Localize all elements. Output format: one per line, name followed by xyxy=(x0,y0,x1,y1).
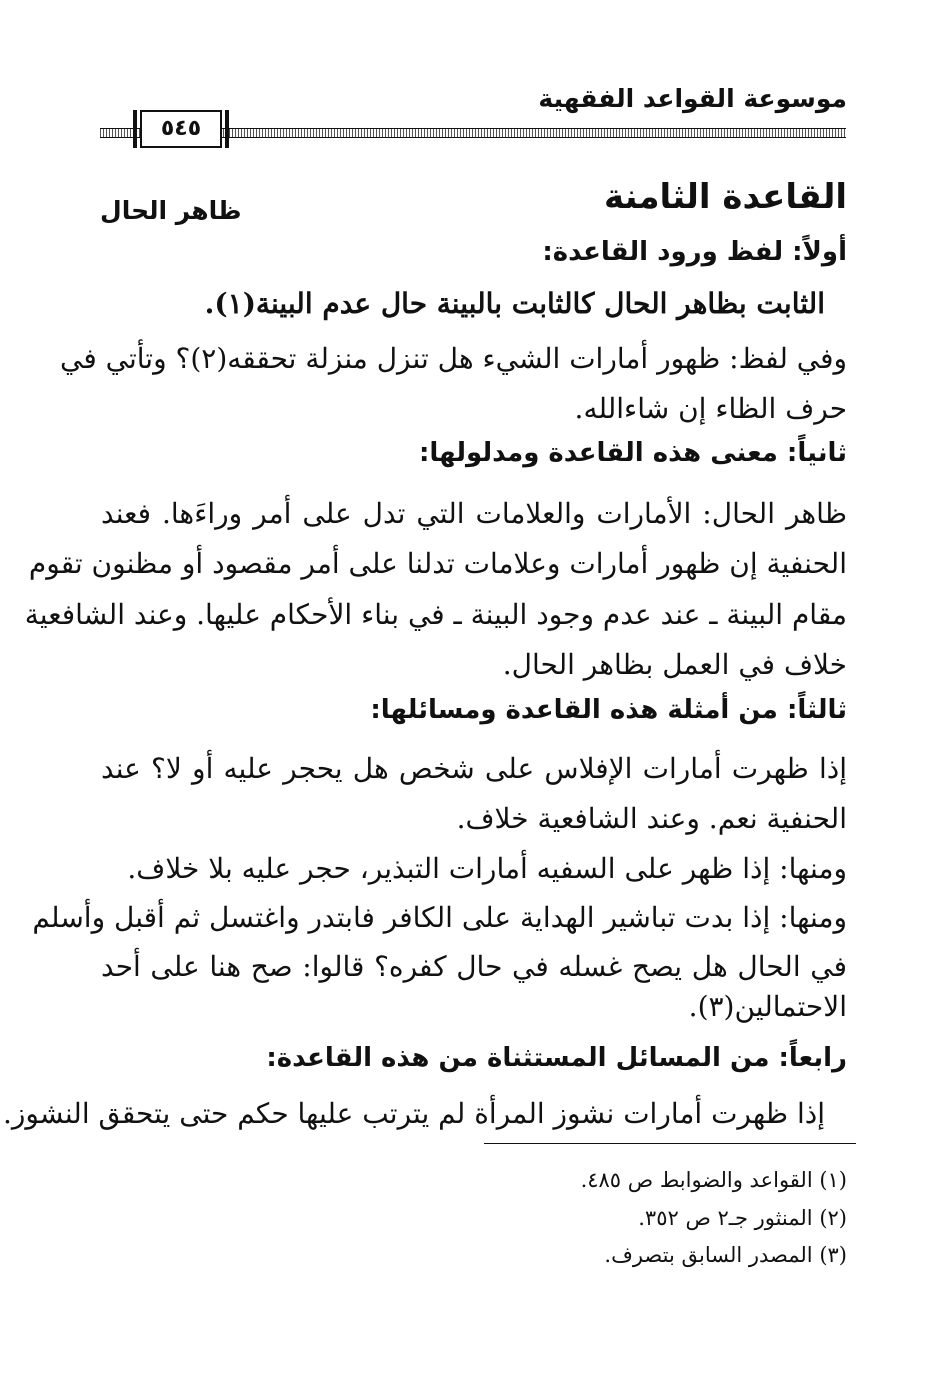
rule-heading: القاعدة الثامنة xyxy=(603,177,847,217)
section-1-paragraph-line: وفي لفظ: ظهور أمارات الشيء هل تنزل منزلة تحققه(٢)؟ وتأتي في xyxy=(59,342,847,375)
footnote-3: (٣) المصدر السابق بتصرف. xyxy=(604,1243,847,1267)
section-2-paragraph-line: مقام البينة ـ عند عدم وجود البينة ـ في بناء الأحكام عليها. وعند الشافعية xyxy=(24,598,847,631)
section-1-title: أولاً: لفظ ورود القاعدة: xyxy=(542,237,847,267)
section-3-paragraph-line: ومنها: إذا ظهر على السفيه أمارات التبذير، حجر عليه بلا خلاف. xyxy=(127,852,847,885)
section-1-paragraph-line: حرف الظاء إن شاءالله. xyxy=(574,392,847,425)
page-number: ٥٤٥ xyxy=(140,110,222,148)
running-header-title: موسوعة القواعد الفقهية xyxy=(538,84,847,113)
section-3-title: ثالثاً: من أمثلة هذه القاعدة ومسائلها: xyxy=(370,695,847,725)
section-2-paragraph-line: الحنفية إن ظهور أمارات وعلامات تدلنا على أمر مقصود أو مظنون تقوم xyxy=(28,547,847,580)
section-3-paragraph-line: الحنفية نعم. وعند الشافعية خلاف. xyxy=(456,802,847,835)
rule-side-label: ظاهر الحال xyxy=(100,196,242,225)
section-2-title: ثانياً: معنى هذه القاعدة ومدلولها: xyxy=(418,438,847,468)
section-3-paragraph-line: الاحتمالين(٣). xyxy=(688,990,847,1023)
section-3-paragraph-line: ومنها: إذا بدت تباشير الهداية على الكافر فابتدر واغتسل ثم أقبل وأسلم xyxy=(32,901,847,934)
footnote-1: (١) القواعد والضوابط ص ٤٨٥. xyxy=(580,1168,847,1192)
footnote-separator xyxy=(484,1143,856,1144)
section-4-paragraph-line: إذا ظهرت أمارات نشوز المرأة لم يترتب عليها حكم حتى يتحقق النشوز. xyxy=(2,1097,825,1130)
section-1-rule-text: الثابت بظاهر الحال كالثابت بالبينة حال عدم البينة(١). xyxy=(204,287,825,320)
section-2-paragraph-line: ظاهر الحال: الأمارات والعلامات التي تدل على أمر وراءَها. فعند xyxy=(101,497,847,530)
footnote-2: (٢) المنثور جـ٢ ص ٣٥٢. xyxy=(638,1206,847,1230)
section-3-paragraph-line: في الحال هل يصح غسله في حال كفره؟ قالوا: صح هنا على أحد xyxy=(101,950,847,983)
section-2-paragraph-line: خلاف في العمل بظاهر الحال. xyxy=(502,648,847,681)
section-4-title: رابعاً: من المسائل المستثناة من هذه القاعدة: xyxy=(266,1043,847,1073)
section-3-paragraph-line: إذا ظهرت أمارات الإفلاس على شخص هل يحجر عليه أو لا؟ عند xyxy=(101,752,847,785)
